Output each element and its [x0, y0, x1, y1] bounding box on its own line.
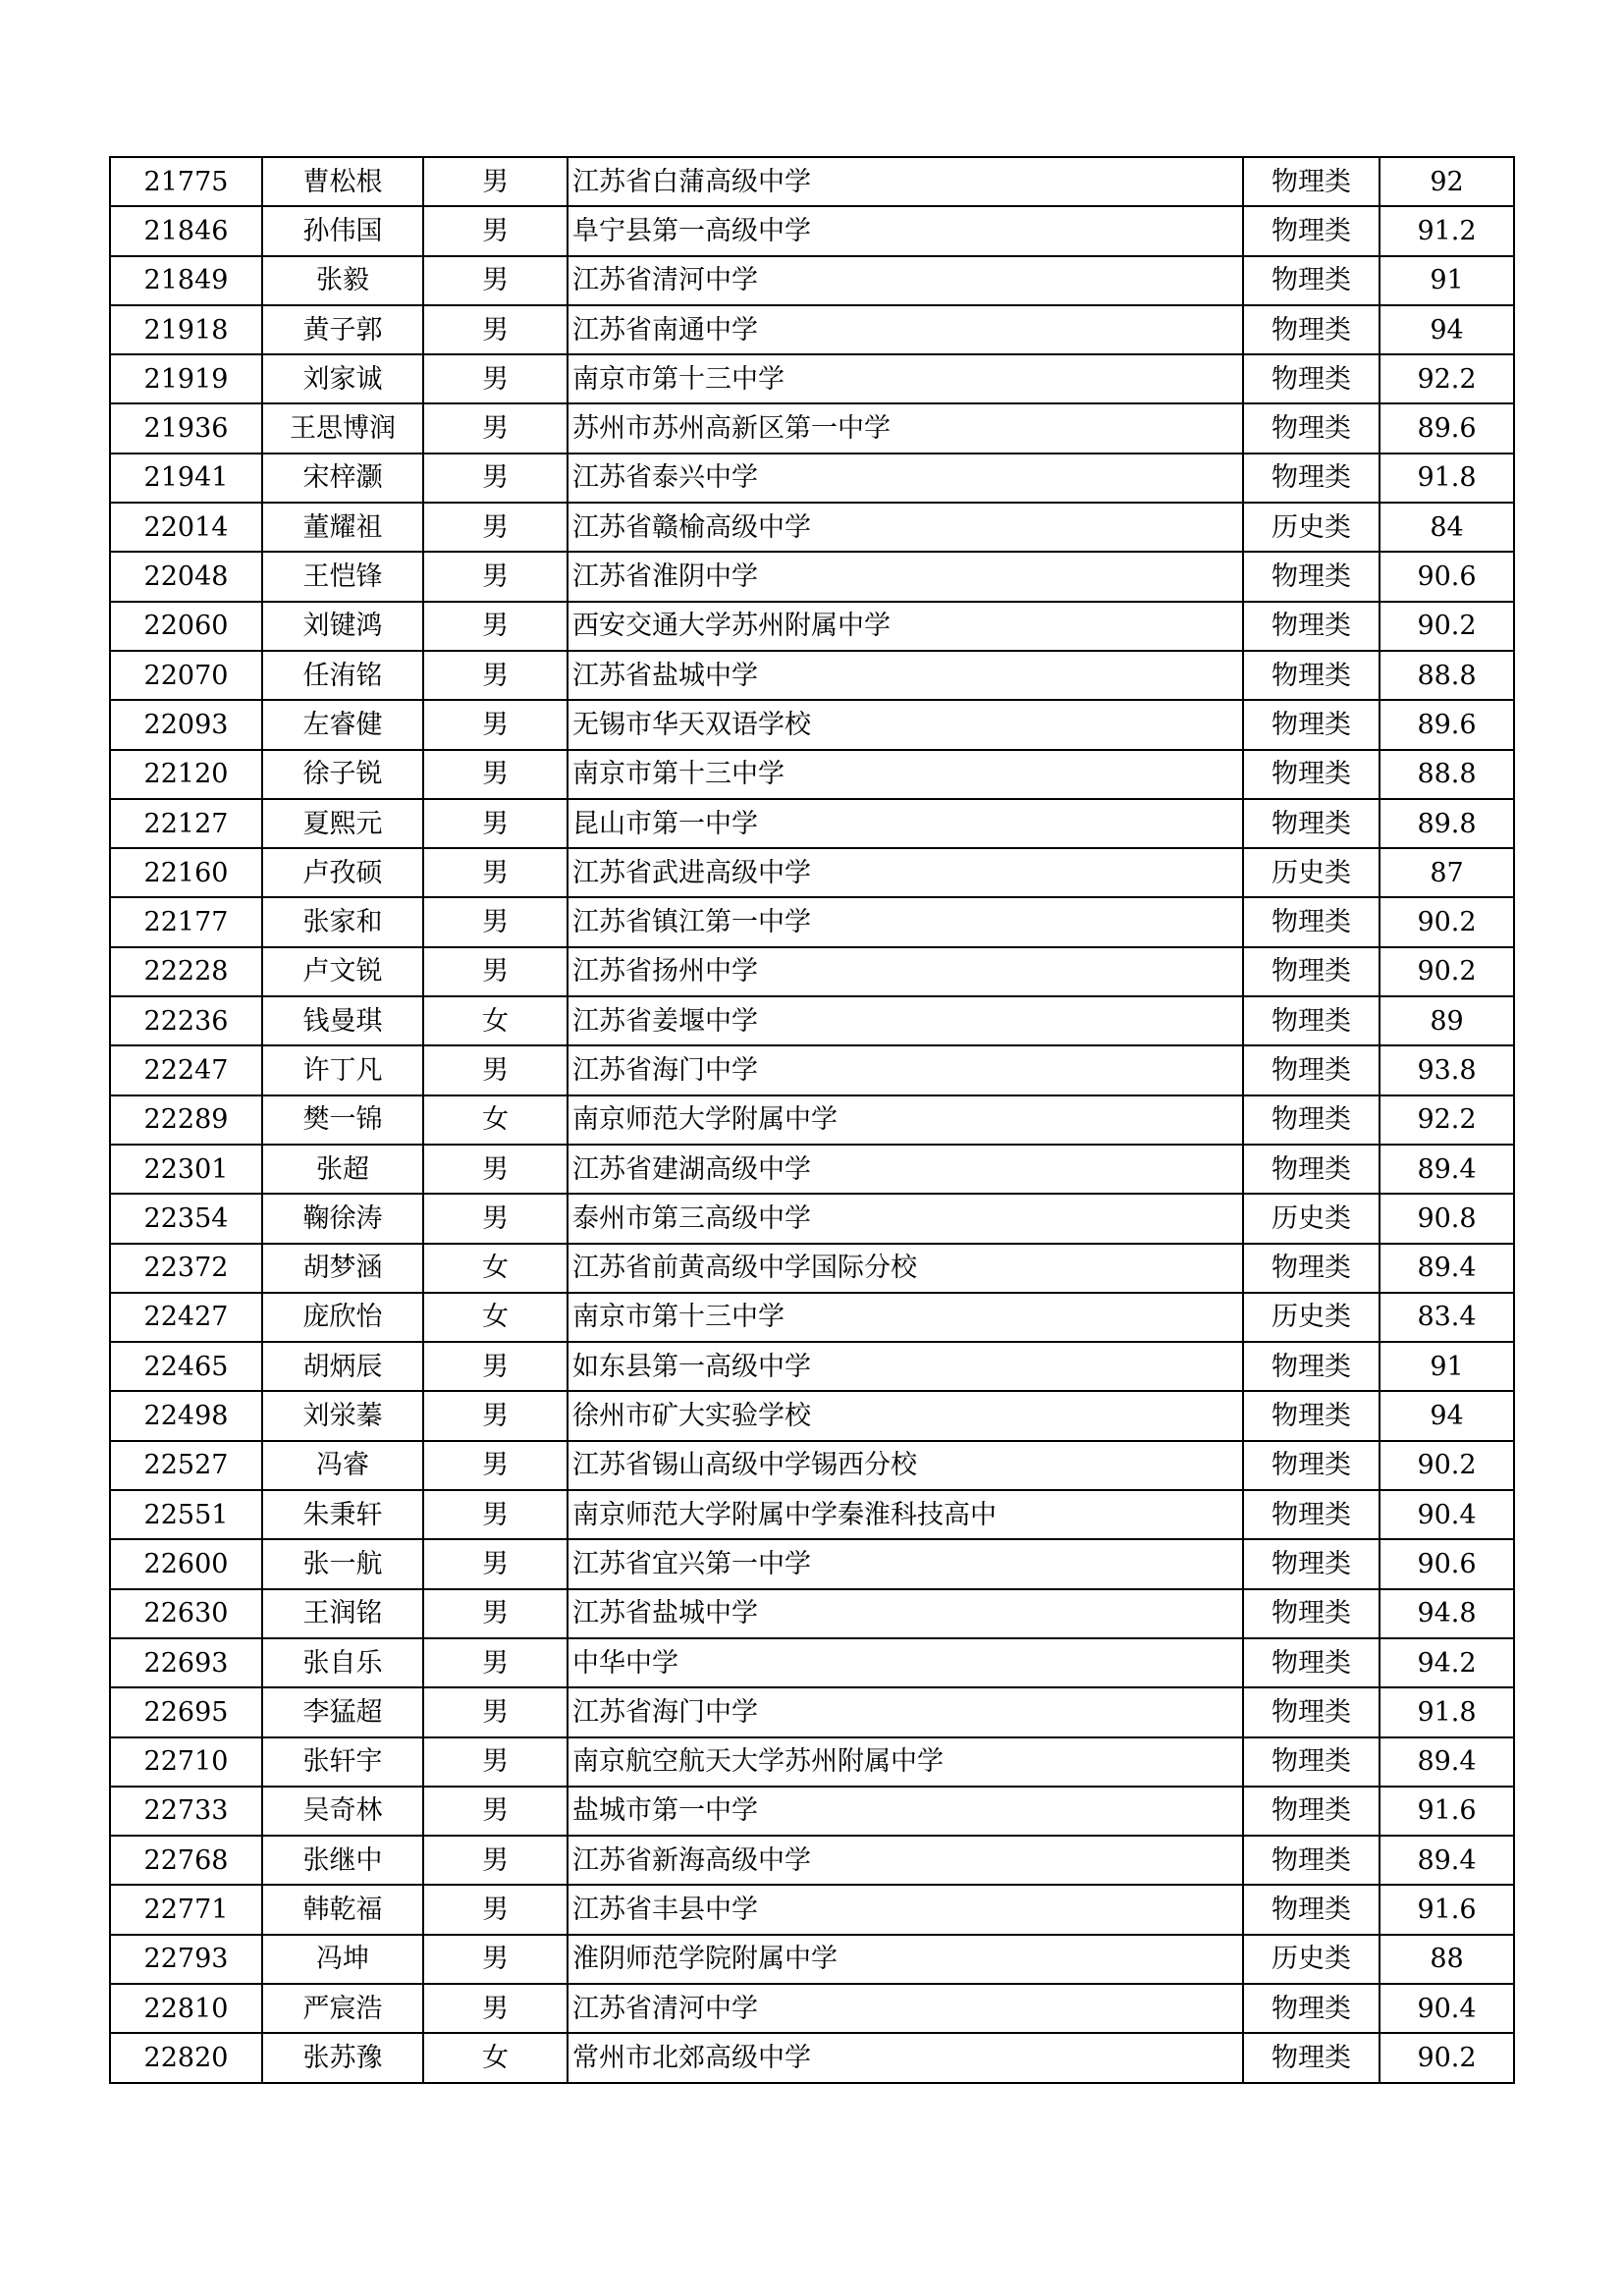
table-row — [110, 1787, 1514, 1836]
student-id-cell: 21919 — [110, 354, 262, 403]
student-id-cell: 22710 — [110, 1737, 262, 1787]
table-row — [110, 2033, 1514, 2082]
student-name-cell: 胡梦涵 — [262, 1244, 423, 1293]
gender-cell: 男 — [423, 1391, 568, 1440]
score-cell: 90.2 — [1380, 2033, 1514, 2082]
school-cell: 江苏省海门中学 — [568, 1687, 1243, 1736]
student-name-cell: 王润铭 — [262, 1589, 423, 1638]
gender-cell: 男 — [423, 503, 568, 552]
subject-category-cell: 历史类 — [1243, 1194, 1380, 1243]
score-cell: 87 — [1380, 848, 1514, 897]
score-cell: 91.6 — [1380, 1787, 1514, 1836]
student-name-cell: 徐子锐 — [262, 750, 423, 799]
school-cell: 江苏省盐城中学 — [568, 651, 1243, 700]
gender-cell: 男 — [423, 1935, 568, 1984]
student-id-cell: 22820 — [110, 2033, 262, 2082]
score-cell: 89.8 — [1380, 799, 1514, 848]
student-id-cell: 22014 — [110, 503, 262, 552]
subject-category-cell: 历史类 — [1243, 1293, 1380, 1342]
student-name-cell: 左睿健 — [262, 700, 423, 749]
school-cell: 江苏省镇江第一中学 — [568, 897, 1243, 946]
subject-category-cell: 物理类 — [1243, 1490, 1380, 1539]
subject-category-cell: 物理类 — [1243, 1787, 1380, 1836]
gender-cell: 女 — [423, 1095, 568, 1145]
student-id-cell: 22228 — [110, 947, 262, 996]
student-name-cell: 张轩宇 — [262, 1737, 423, 1787]
student-id-cell: 22793 — [110, 1935, 262, 1984]
table-row — [110, 1441, 1514, 1490]
subject-category-cell: 物理类 — [1243, 947, 1380, 996]
student-name-cell: 胡炳辰 — [262, 1342, 423, 1391]
subject-category-cell: 历史类 — [1243, 1935, 1380, 1984]
school-cell: 泰州市第三高级中学 — [568, 1194, 1243, 1243]
gender-cell: 女 — [423, 996, 568, 1045]
subject-category-cell: 物理类 — [1243, 1391, 1380, 1440]
student-name-cell: 宋梓灏 — [262, 454, 423, 503]
gender-cell: 男 — [423, 1490, 568, 1539]
score-cell: 91.8 — [1380, 1687, 1514, 1736]
gender-cell: 男 — [423, 403, 568, 453]
student-name-cell: 孙伟国 — [262, 206, 423, 255]
student-name-cell: 张苏豫 — [262, 2033, 423, 2082]
gender-cell: 男 — [423, 1441, 568, 1490]
student-id-cell: 22810 — [110, 1984, 262, 2033]
subject-category-cell: 历史类 — [1243, 503, 1380, 552]
table-row — [110, 1045, 1514, 1095]
subject-category-cell: 物理类 — [1243, 354, 1380, 403]
subject-category-cell: 物理类 — [1243, 2033, 1380, 2082]
gender-cell: 男 — [423, 799, 568, 848]
gender-cell: 男 — [423, 1687, 568, 1736]
school-cell: 苏州市苏州高新区第一中学 — [568, 403, 1243, 453]
table-row — [110, 947, 1514, 996]
student-id-cell: 22127 — [110, 799, 262, 848]
school-cell: 江苏省清河中学 — [568, 1984, 1243, 2033]
student-id-cell: 22247 — [110, 1045, 262, 1095]
gender-cell: 男 — [423, 354, 568, 403]
subject-category-cell: 物理类 — [1243, 157, 1380, 206]
student-id-cell: 22289 — [110, 1095, 262, 1145]
school-cell: 江苏省丰县中学 — [568, 1885, 1243, 1934]
student-name-cell: 许丁凡 — [262, 1045, 423, 1095]
student-id-cell: 22771 — [110, 1885, 262, 1934]
subject-category-cell: 物理类 — [1243, 1687, 1380, 1736]
score-cell: 90.8 — [1380, 1194, 1514, 1243]
subject-category-cell: 历史类 — [1243, 848, 1380, 897]
score-cell: 89.6 — [1380, 403, 1514, 453]
school-cell: 江苏省盐城中学 — [568, 1589, 1243, 1638]
student-id-cell: 22070 — [110, 651, 262, 700]
score-cell: 90.2 — [1380, 947, 1514, 996]
student-name-cell: 钱曼琪 — [262, 996, 423, 1045]
score-cell: 92 — [1380, 157, 1514, 206]
subject-category-cell: 物理类 — [1243, 1342, 1380, 1391]
score-cell: 90.2 — [1380, 1441, 1514, 1490]
student-name-cell: 刘键鸿 — [262, 602, 423, 651]
student-id-cell: 21918 — [110, 305, 262, 354]
score-cell: 90.4 — [1380, 1984, 1514, 2033]
table-row — [110, 1589, 1514, 1638]
school-cell: 江苏省淮阴中学 — [568, 552, 1243, 601]
school-cell: 中华中学 — [568, 1638, 1243, 1687]
subject-category-cell: 物理类 — [1243, 996, 1380, 1045]
score-cell: 91.8 — [1380, 454, 1514, 503]
school-cell: 江苏省海门中学 — [568, 1045, 1243, 1095]
student-id-cell: 22372 — [110, 1244, 262, 1293]
table-row — [110, 503, 1514, 552]
school-cell: 江苏省扬州中学 — [568, 947, 1243, 996]
school-cell: 常州市北郊高级中学 — [568, 2033, 1243, 2082]
score-cell: 91 — [1380, 1342, 1514, 1391]
subject-category-cell: 物理类 — [1243, 1638, 1380, 1687]
school-cell: 江苏省宜兴第一中学 — [568, 1539, 1243, 1588]
student-name-cell: 刘家诚 — [262, 354, 423, 403]
school-cell: 江苏省泰兴中学 — [568, 454, 1243, 503]
subject-category-cell: 物理类 — [1243, 651, 1380, 700]
school-cell: 徐州市矿大实验学校 — [568, 1391, 1243, 1440]
student-id-cell: 21775 — [110, 157, 262, 206]
gender-cell: 男 — [423, 750, 568, 799]
gender-cell: 男 — [423, 947, 568, 996]
gender-cell: 男 — [423, 1836, 568, 1885]
table-row — [110, 1145, 1514, 1194]
score-cell: 92.2 — [1380, 354, 1514, 403]
table-row — [110, 206, 1514, 255]
student-name-cell: 冯睿 — [262, 1441, 423, 1490]
subject-category-cell: 物理类 — [1243, 1441, 1380, 1490]
student-name-cell: 卢孜硕 — [262, 848, 423, 897]
student-name-cell: 张一航 — [262, 1539, 423, 1588]
subject-category-cell: 物理类 — [1243, 1885, 1380, 1934]
score-cell: 94.8 — [1380, 1589, 1514, 1638]
school-cell: 阜宁县第一高级中学 — [568, 206, 1243, 255]
student-name-cell: 黄子郭 — [262, 305, 423, 354]
table-row — [110, 354, 1514, 403]
table-row — [110, 602, 1514, 651]
gender-cell: 男 — [423, 1145, 568, 1194]
table-row — [110, 454, 1514, 503]
student-id-cell: 22060 — [110, 602, 262, 651]
student-id-cell: 22160 — [110, 848, 262, 897]
subject-category-cell: 物理类 — [1243, 897, 1380, 946]
student-name-cell: 李猛超 — [262, 1687, 423, 1736]
table-row — [110, 1490, 1514, 1539]
score-cell: 92.2 — [1380, 1095, 1514, 1145]
student-id-cell: 22177 — [110, 897, 262, 946]
score-cell: 89.4 — [1380, 1145, 1514, 1194]
school-cell: 江苏省白蒲高级中学 — [568, 157, 1243, 206]
student-id-cell: 22693 — [110, 1638, 262, 1687]
gender-cell: 男 — [423, 1737, 568, 1787]
school-cell: 南京市第十三中学 — [568, 750, 1243, 799]
table-row — [110, 1194, 1514, 1243]
table-row — [110, 157, 1514, 206]
student-id-cell: 22695 — [110, 1687, 262, 1736]
subject-category-cell: 物理类 — [1243, 1045, 1380, 1095]
gender-cell: 男 — [423, 256, 568, 305]
score-cell: 89 — [1380, 996, 1514, 1045]
score-cell: 88.8 — [1380, 750, 1514, 799]
subject-category-cell: 物理类 — [1243, 1984, 1380, 2033]
table-row — [110, 1095, 1514, 1145]
student-name-cell: 冯坤 — [262, 1935, 423, 1984]
gender-cell: 男 — [423, 1539, 568, 1588]
school-cell: 无锡市华天双语学校 — [568, 700, 1243, 749]
table-row — [110, 1293, 1514, 1342]
gender-cell: 男 — [423, 1045, 568, 1095]
subject-category-cell: 物理类 — [1243, 700, 1380, 749]
school-cell: 江苏省南通中学 — [568, 305, 1243, 354]
student-id-cell: 22630 — [110, 1589, 262, 1638]
gender-cell: 男 — [423, 1589, 568, 1638]
score-cell: 88 — [1380, 1935, 1514, 1984]
school-cell: 南京师范大学附属中学 — [568, 1095, 1243, 1145]
gender-cell: 女 — [423, 2033, 568, 2082]
table-row — [110, 848, 1514, 897]
student-name-cell: 刘泶蓁 — [262, 1391, 423, 1440]
school-cell: 南京市第十三中学 — [568, 354, 1243, 403]
subject-category-cell: 物理类 — [1243, 454, 1380, 503]
score-cell: 94.2 — [1380, 1638, 1514, 1687]
student-name-cell: 王思博润 — [262, 403, 423, 453]
score-cell: 90.2 — [1380, 602, 1514, 651]
student-id-cell: 22048 — [110, 552, 262, 601]
subject-category-cell: 物理类 — [1243, 799, 1380, 848]
student-id-cell: 21846 — [110, 206, 262, 255]
student-name-cell: 严宸浩 — [262, 1984, 423, 2033]
gender-cell: 男 — [423, 157, 568, 206]
gender-cell: 男 — [423, 305, 568, 354]
school-cell: 昆山市第一中学 — [568, 799, 1243, 848]
gender-cell: 男 — [423, 602, 568, 651]
student-id-cell: 22600 — [110, 1539, 262, 1588]
score-cell: 94 — [1380, 1391, 1514, 1440]
subject-category-cell: 物理类 — [1243, 602, 1380, 651]
gender-cell: 男 — [423, 848, 568, 897]
school-cell: 南京航空航天大学苏州附属中学 — [568, 1737, 1243, 1787]
gender-cell: 男 — [423, 1787, 568, 1836]
student-name-cell: 朱秉轩 — [262, 1490, 423, 1539]
student-id-cell: 22498 — [110, 1391, 262, 1440]
table-row — [110, 750, 1514, 799]
table-row — [110, 1836, 1514, 1885]
student-id-cell: 22301 — [110, 1145, 262, 1194]
subject-category-cell: 物理类 — [1243, 1244, 1380, 1293]
student-name-cell: 吴奇林 — [262, 1787, 423, 1836]
gender-cell: 男 — [423, 454, 568, 503]
student-id-cell: 21849 — [110, 256, 262, 305]
school-cell: 江苏省锡山高级中学锡西分校 — [568, 1441, 1243, 1490]
school-cell: 江苏省赣榆高级中学 — [568, 503, 1243, 552]
table-row — [110, 996, 1514, 1045]
student-id-cell: 22093 — [110, 700, 262, 749]
student-name-cell: 任洧铭 — [262, 651, 423, 700]
school-cell: 盐城市第一中学 — [568, 1787, 1243, 1836]
table-row — [110, 1935, 1514, 1984]
subject-category-cell: 物理类 — [1243, 206, 1380, 255]
school-cell: 南京师范大学附属中学秦淮科技高中 — [568, 1490, 1243, 1539]
student-name-cell: 张继中 — [262, 1836, 423, 1885]
subject-category-cell: 物理类 — [1243, 403, 1380, 453]
gender-cell: 男 — [423, 552, 568, 601]
gender-cell: 男 — [423, 1638, 568, 1687]
subject-category-cell: 物理类 — [1243, 256, 1380, 305]
table-row — [110, 256, 1514, 305]
gender-cell: 男 — [423, 651, 568, 700]
score-cell: 91 — [1380, 256, 1514, 305]
table-row — [110, 1737, 1514, 1787]
student-name-cell: 鞠徐涛 — [262, 1194, 423, 1243]
student-name-cell: 董耀祖 — [262, 503, 423, 552]
table-row — [110, 1391, 1514, 1440]
score-cell: 89.4 — [1380, 1836, 1514, 1885]
subject-category-cell: 物理类 — [1243, 1836, 1380, 1885]
student-name-cell: 张毅 — [262, 256, 423, 305]
gender-cell: 男 — [423, 700, 568, 749]
subject-category-cell: 物理类 — [1243, 1539, 1380, 1588]
gender-cell: 男 — [423, 1194, 568, 1243]
student-id-cell: 22236 — [110, 996, 262, 1045]
score-cell: 90.6 — [1380, 1539, 1514, 1588]
table-row — [110, 799, 1514, 848]
score-cell: 91.6 — [1380, 1885, 1514, 1934]
school-cell: 江苏省武进高级中学 — [568, 848, 1243, 897]
score-cell: 89.4 — [1380, 1244, 1514, 1293]
student-name-cell: 樊一锦 — [262, 1095, 423, 1145]
subject-category-cell: 物理类 — [1243, 305, 1380, 354]
table-row — [110, 403, 1514, 453]
gender-cell: 男 — [423, 1342, 568, 1391]
school-cell: 淮阴师范学院附属中学 — [568, 1935, 1243, 1984]
subject-category-cell: 物理类 — [1243, 1737, 1380, 1787]
student-id-cell: 22527 — [110, 1441, 262, 1490]
table-row — [110, 1984, 1514, 2033]
student-id-cell: 22465 — [110, 1342, 262, 1391]
table-row — [110, 1885, 1514, 1934]
score-cell: 93.8 — [1380, 1045, 1514, 1095]
school-cell: 江苏省新海高级中学 — [568, 1836, 1243, 1885]
table-row — [110, 651, 1514, 700]
student-id-cell: 22733 — [110, 1787, 262, 1836]
subject-category-cell: 物理类 — [1243, 1589, 1380, 1638]
table-row — [110, 1638, 1514, 1687]
student-id-cell: 22768 — [110, 1836, 262, 1885]
gender-cell: 男 — [423, 897, 568, 946]
school-cell: 江苏省建湖高级中学 — [568, 1145, 1243, 1194]
student-name-cell: 庞欣怡 — [262, 1293, 423, 1342]
student-id-cell: 22120 — [110, 750, 262, 799]
table-row — [110, 897, 1514, 946]
subject-category-cell: 物理类 — [1243, 552, 1380, 601]
subject-category-cell: 物理类 — [1243, 750, 1380, 799]
table-row — [110, 1687, 1514, 1736]
roster-body — [110, 157, 1514, 2083]
student-name-cell: 曹松根 — [262, 157, 423, 206]
table-row — [110, 1244, 1514, 1293]
school-cell: 江苏省前黄高级中学国际分校 — [568, 1244, 1243, 1293]
student-name-cell: 张自乐 — [262, 1638, 423, 1687]
subject-category-cell: 物理类 — [1243, 1095, 1380, 1145]
student-roster-table — [109, 156, 1515, 2084]
student-name-cell: 张家和 — [262, 897, 423, 946]
student-name-cell: 韩乾福 — [262, 1885, 423, 1934]
score-cell: 89.6 — [1380, 700, 1514, 749]
student-id-cell: 22354 — [110, 1194, 262, 1243]
score-cell: 94 — [1380, 305, 1514, 354]
table-row — [110, 305, 1514, 354]
gender-cell: 女 — [423, 1244, 568, 1293]
score-cell: 83.4 — [1380, 1293, 1514, 1342]
school-cell: 如东县第一高级中学 — [568, 1342, 1243, 1391]
gender-cell: 女 — [423, 1293, 568, 1342]
school-cell: 江苏省姜堰中学 — [568, 996, 1243, 1045]
score-cell: 88.8 — [1380, 651, 1514, 700]
student-name-cell: 张超 — [262, 1145, 423, 1194]
table-row — [110, 700, 1514, 749]
student-id-cell: 21941 — [110, 454, 262, 503]
school-cell: 南京市第十三中学 — [568, 1293, 1243, 1342]
score-cell: 89.4 — [1380, 1737, 1514, 1787]
subject-category-cell: 物理类 — [1243, 1145, 1380, 1194]
gender-cell: 男 — [423, 206, 568, 255]
gender-cell: 男 — [423, 1885, 568, 1934]
score-cell: 84 — [1380, 503, 1514, 552]
school-cell: 江苏省清河中学 — [568, 256, 1243, 305]
score-cell: 90.6 — [1380, 552, 1514, 601]
table-row — [110, 1342, 1514, 1391]
school-cell: 西安交通大学苏州附属中学 — [568, 602, 1243, 651]
score-cell: 90.2 — [1380, 897, 1514, 946]
table-row — [110, 1539, 1514, 1588]
score-cell: 91.2 — [1380, 206, 1514, 255]
student-id-cell: 22551 — [110, 1490, 262, 1539]
student-name-cell: 夏熙元 — [262, 799, 423, 848]
score-cell: 90.4 — [1380, 1490, 1514, 1539]
gender-cell: 男 — [423, 1984, 568, 2033]
student-name-cell: 王恺锋 — [262, 552, 423, 601]
table-row — [110, 552, 1514, 601]
student-name-cell: 卢文锐 — [262, 947, 423, 996]
student-id-cell: 22427 — [110, 1293, 262, 1342]
student-id-cell: 21936 — [110, 403, 262, 453]
